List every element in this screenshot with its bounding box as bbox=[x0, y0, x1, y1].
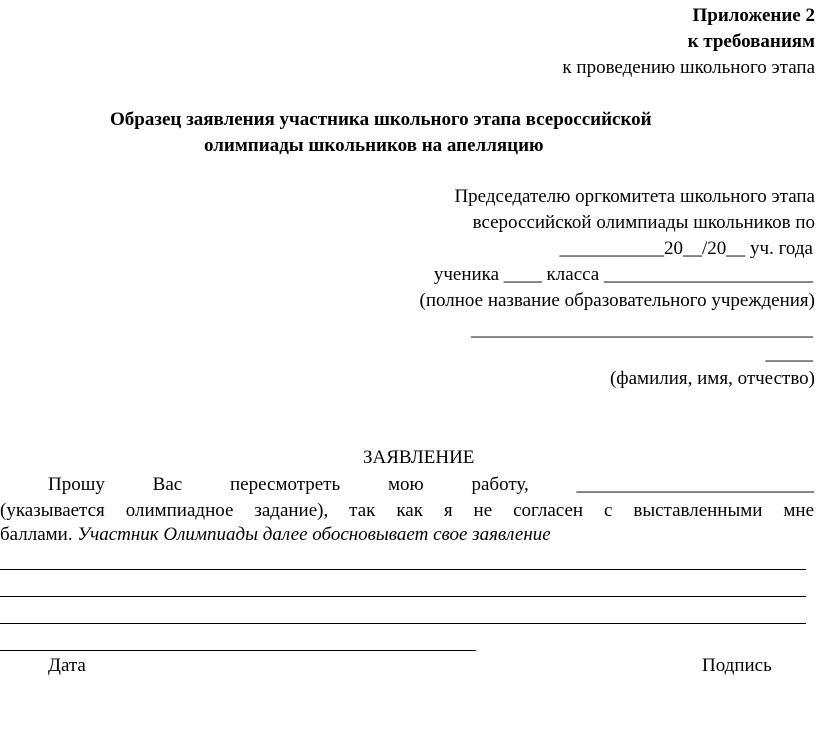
signature-label: Подпись bbox=[702, 655, 772, 676]
addressee-fullname-caption: (фамилия, имя, отчество) bbox=[609, 368, 815, 389]
statement-word: Вас bbox=[152, 474, 183, 495]
statement-word: мою bbox=[387, 474, 424, 495]
addressee-line2: всероссийской олимпиады школьников по bbox=[472, 212, 815, 233]
date-label: Дата bbox=[48, 655, 86, 676]
justification-line-3 bbox=[0, 623, 806, 624]
addressee-short-blank: _____ bbox=[765, 343, 813, 364]
statement-word: работу, bbox=[471, 474, 529, 495]
document-title-line2: олимпиады школьников на апелляцию bbox=[204, 135, 544, 156]
statement-line3 bbox=[0, 523, 551, 547]
addressee-academic-year: ___________20__/20__ уч. года bbox=[559, 238, 813, 259]
addressee-student-class: ученика ____ класса ______________________ bbox=[433, 264, 813, 285]
statement-word: Прошу bbox=[48, 474, 105, 495]
appendix-number: Приложение 2 bbox=[692, 5, 815, 26]
appendix-requirements: к требованиям bbox=[687, 31, 815, 52]
statement-line2: (указывается олимпиадное задание), так как я не согласен с выставленными мне bbox=[0, 500, 814, 521]
justification-line-2 bbox=[0, 596, 806, 597]
statement-heading: ЗАЯВЛЕНИЕ bbox=[363, 447, 475, 468]
addressee-blank-line: ____________________________________ bbox=[471, 319, 813, 340]
justification-line-4 bbox=[0, 650, 476, 651]
statement-word: пересмотреть bbox=[230, 474, 341, 495]
addressee-school-name-caption: (полное название образовательного учреждения) bbox=[419, 290, 815, 311]
justification-line-1 bbox=[0, 569, 806, 570]
statement-work-blank: _________________________ bbox=[576, 474, 815, 495]
statement-points-word: баллами. bbox=[0, 524, 73, 545]
appendix-subtitle: к проведению школьного этапа bbox=[562, 57, 815, 78]
statement-instruction: Участник Олимпиады далее обосновывает свое заявление bbox=[77, 524, 551, 545]
statement-line1 bbox=[48, 473, 814, 497]
document-title-line1: Образец заявления участника школьного этапа всероссийской bbox=[110, 109, 652, 130]
addressee-line1: Председателю оргкомитета школьного этапа bbox=[454, 186, 815, 207]
